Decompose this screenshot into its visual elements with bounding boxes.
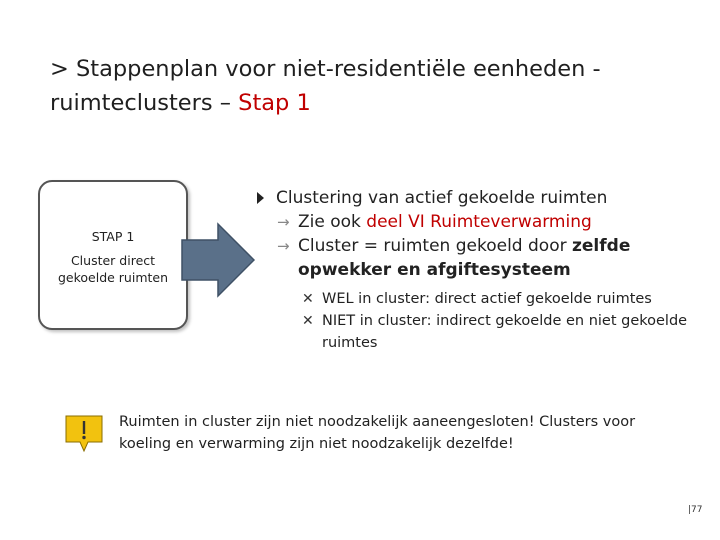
triangle-bullet-icon bbox=[257, 192, 264, 204]
title-line-1: > Stappenplan voor niet-residentiële eenheden - bbox=[50, 56, 601, 82]
page-number: |77 bbox=[688, 505, 703, 515]
sub-bullet-see-also bbox=[254, 210, 694, 234]
title-line-2 bbox=[50, 86, 700, 120]
see-also-reference-link[interactable]: deel VI Ruimteverwarming bbox=[366, 212, 592, 232]
cluster-definition-prefix: Cluster = ruimten gekoeld door bbox=[298, 236, 572, 256]
cross-bullet-icon: ✕ bbox=[302, 291, 314, 307]
note-text: Ruimten in cluster zijn niet noodzakelijk aaneengesloten! Clusters voor koeling en verwarming zijn niet noodzakelijk dezelfde! bbox=[119, 414, 636, 452]
subsub-bullet-niet bbox=[254, 310, 694, 354]
warning-note-icon bbox=[64, 414, 104, 454]
content-list bbox=[254, 186, 694, 354]
cluster-definition-bold: zelfde opwekker en afgiftesysteem bbox=[298, 236, 631, 280]
sub-bullet-see-also-prefix: Zie ook bbox=[298, 212, 367, 232]
step-description-line-2: gekoelde ruimten bbox=[57, 269, 169, 285]
title-line-2-main: ruimteclusters – bbox=[50, 90, 239, 116]
right-arrow-icon bbox=[180, 222, 256, 298]
step-description-line-1: Cluster direct bbox=[70, 252, 156, 268]
arrow-bullet-icon: → bbox=[277, 237, 290, 255]
subsub-bullet-wel-text: WEL in cluster: direct actief gekoelde ruimtes bbox=[322, 291, 652, 307]
sub-bullet-cluster-definition bbox=[254, 234, 694, 282]
title-step-accent: Stap 1 bbox=[238, 90, 311, 116]
step-description bbox=[58, 252, 168, 286]
bullet-clustering-text: Clustering van actief gekoelde ruimten bbox=[276, 188, 608, 208]
step-title: STAP 1 bbox=[91, 228, 135, 244]
step-box bbox=[38, 180, 188, 330]
subsub-bullet-niet-text: NIET in cluster: indirect gekoelde en niet gekoelde ruimtes bbox=[322, 313, 688, 351]
slide-title bbox=[50, 52, 700, 120]
cross-bullet-icon: ✕ bbox=[302, 313, 314, 329]
arrow-bullet-icon: → bbox=[277, 213, 290, 231]
bullet-clustering bbox=[254, 186, 694, 210]
subsub-bullet-wel bbox=[254, 288, 694, 310]
